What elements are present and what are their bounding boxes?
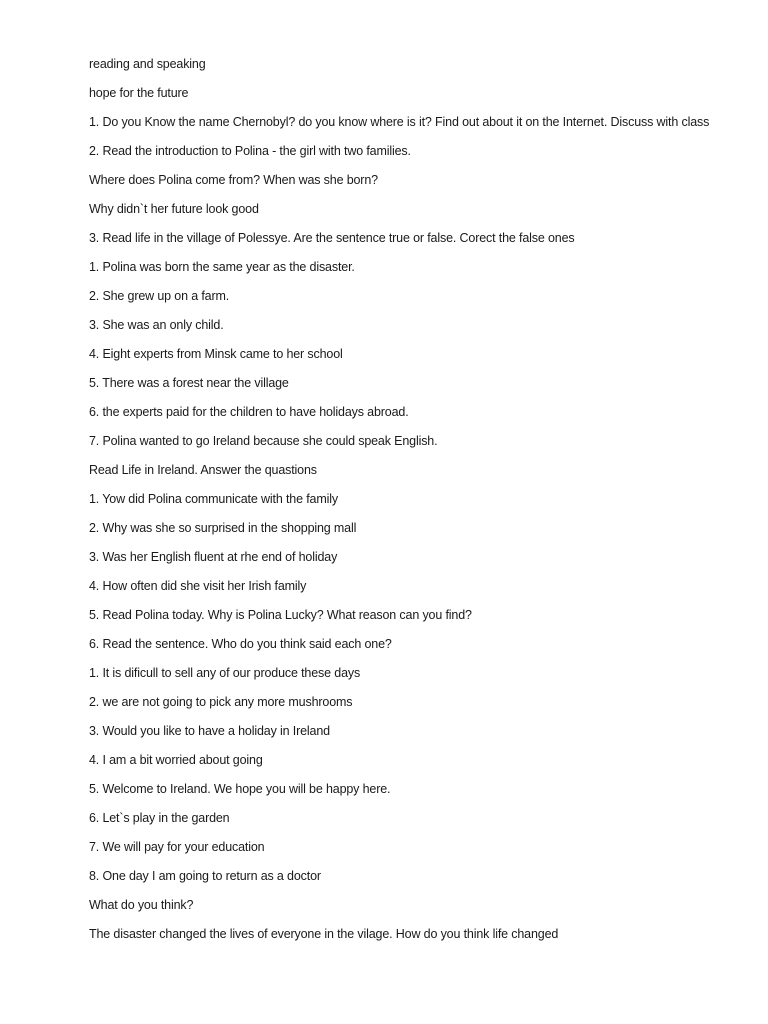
- question-paragraph: 3. Read life in the village of Polessye. Are the sentence true or false. Corect the false ones: [89, 231, 575, 245]
- question-item: 1. Yow did Polina communicate with the family: [89, 492, 338, 506]
- sentence-item: 8. One day I am going to return as a doctor: [89, 869, 321, 883]
- statement-item: 7. Polina wanted to go Ireland because she could speak English.: [89, 434, 438, 448]
- statement-item: 6. the experts paid for the children to have holidays abroad.: [89, 405, 409, 419]
- sentence-item: 2. we are not going to pick any more mushrooms: [89, 695, 353, 709]
- statement-item: 3. She was an only child.: [89, 318, 224, 332]
- sentence-item: 6. Let`s play in the garden: [89, 811, 230, 825]
- question-item: 2. Why was she so surprised in the shopping mall: [89, 521, 357, 535]
- sentence-item: 4. I am a bit worried about going: [89, 753, 263, 767]
- question-paragraph: Read Life in Ireland. Answer the quastions: [89, 463, 317, 477]
- sentence-item: 5. Welcome to Ireland. We hope you will be happy here.: [89, 782, 391, 796]
- document-body: [89, 55, 719, 943]
- question-item: 4. How often did she visit her Irish family: [89, 579, 307, 593]
- sentence-item: 3. Would you like to have a holiday in Ireland: [89, 724, 330, 738]
- question-paragraph: Why didn`t her future look good: [89, 202, 259, 216]
- question-paragraph: Where does Polina come from? When was she born?: [89, 173, 378, 187]
- statement-item: 4. Eight experts from Minsk came to her school: [89, 347, 343, 361]
- section-heading: reading and speaking: [89, 57, 206, 71]
- statement-item: 5. There was a forest near the village: [89, 376, 289, 390]
- question-paragraph: What do you think?: [89, 898, 194, 912]
- question-item: 3. Was her English fluent at rhe end of holiday: [89, 550, 338, 564]
- question-paragraph: 6. Read the sentence. Who do you think said each one?: [89, 637, 392, 651]
- question-paragraph: 5. Read Polina today. Why is Polina Lucky? What reason can you find?: [89, 608, 472, 622]
- sentence-item: 1. It is dificull to sell any of our produce these days: [89, 666, 361, 680]
- statement-item: 1. Polina was born the same year as the disaster.: [89, 260, 355, 274]
- question-paragraph: 2. Read the introduction to Polina - the girl with two families.: [89, 144, 411, 158]
- question-paragraph: 1. Do you Know the name Chernobyl? do you know where is it? Find out about it on the Internet. Discuss with class: [89, 115, 710, 129]
- statement-item: 2. She grew up on a farm.: [89, 289, 230, 303]
- sentence-item: 7. We will pay for your education: [89, 840, 265, 854]
- question-paragraph: The disaster changed the lives of everyone in the vilage. How do you think life changed: [89, 927, 559, 941]
- section-title: hope for the future: [89, 86, 189, 100]
